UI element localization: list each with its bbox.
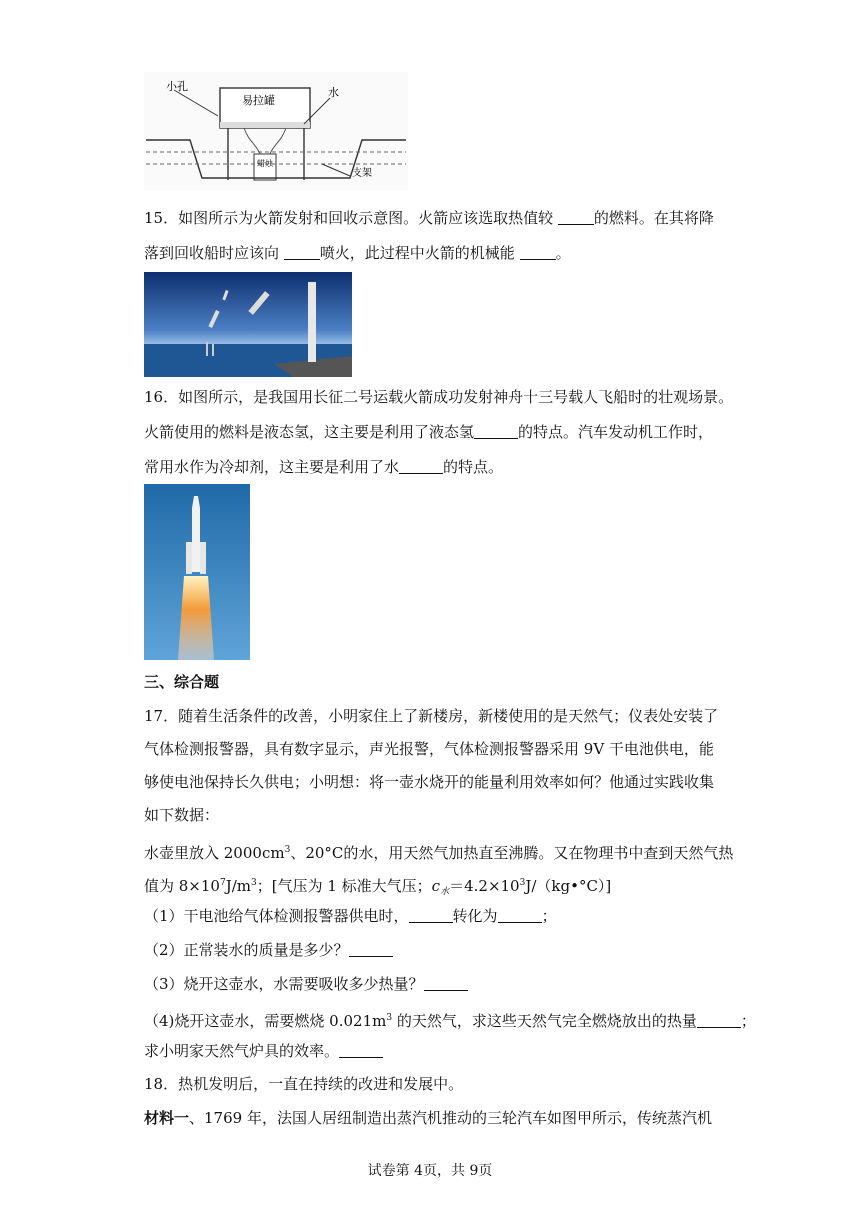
section-title: 三、综合题	[144, 673, 220, 691]
q18-line1: 18．热机发明后，一直在持续的改进和发展中。	[144, 1075, 464, 1093]
q16-line3: 常用水作为冷却剂，这主要是利用了水 的特点。	[144, 458, 504, 476]
label-can: 易拉罐	[242, 94, 275, 107]
q18-line2: 材料一、1769 年，法国人居纽制造出蒸汽机推动的三轮汽车如图甲所示，传统蒸汽机	[144, 1109, 712, 1127]
page-footer: 试卷第 4页，共 9页	[367, 1163, 493, 1179]
label-candle: 蜡烛	[257, 159, 273, 168]
q17-line6: 值为 $8\times 10^7J/m^3$；[气压为 1 标准大气压；$c_水=4.2\times 10^3J/(kg•^\circ C)$]	[144, 877, 612, 897]
blank	[339, 1043, 383, 1058]
blank	[399, 459, 443, 474]
rocket-recovery-photo	[144, 272, 352, 377]
q17-part4: （4)烧开这壶水，需要燃烧 $0.021m^3$ 的天然气，求这些天然气完全燃烧放出的热量 ；	[144, 1012, 756, 1030]
label-water: 水	[328, 86, 339, 99]
blank	[349, 942, 393, 957]
blank	[498, 908, 542, 923]
q17-part3: （3）烧开这壶水，水需要吸收多少热量？	[144, 974, 468, 994]
blank	[424, 976, 468, 991]
blank	[474, 424, 518, 439]
blank	[697, 1013, 741, 1028]
q15-line1: 15．如图所示为火箭发射和回收示意图。火箭应该选取热值较 的燃料。在其将降	[144, 209, 714, 227]
q16-line2: 火箭使用的燃料是液态氢，这主要是利用了液态氢 的特点。汽车发动机工作时，	[144, 423, 714, 441]
q17-part4-line2: 求小明家天然气炉具的效率。	[144, 1041, 383, 1061]
q17-line3: 够使电池保持长久供电；小明想：将一壶水烧开的能量利用效率如何？他通过实践收集	[144, 773, 715, 791]
q16-line1: 16．如图所示，是我国用长征二号运载火箭成功发射神舟十三号载人飞船时的壮观场景。	[144, 388, 734, 406]
blank	[409, 908, 453, 923]
blank	[520, 245, 556, 260]
q17-line4: 如下数据：	[144, 806, 220, 824]
rocket-launch-photo	[144, 484, 250, 660]
q17-line5: 水壶里放入 $2000cm^3$、20°C的水，用天然气加热直至沸腾。又在物理书中查到天然气热	[144, 844, 734, 862]
q17-part2: （2）正常装水的质量是多少？	[144, 940, 393, 960]
label-hole: 小孔	[166, 80, 188, 93]
q17-line2: 气体检测报警器，具有数字显示，声光报警，气体检测报警器采用 9V 干电池供电，能	[144, 740, 714, 758]
apparatus-figure	[144, 72, 408, 190]
label-stand: 支架	[352, 168, 372, 179]
blank	[558, 210, 594, 225]
q17-line1: 17．随着生活条件的改善，小明家住上了新楼房，新楼使用的是天然气；仪表处安装了	[144, 707, 719, 725]
q17-part1: （1）干电池给气体检测报警器供电时， 转化为 ；	[144, 907, 557, 925]
q15-line2: 落到回收船时应该向 喷火，此过程中火箭的机械能 。	[144, 244, 571, 262]
blank	[284, 245, 320, 260]
